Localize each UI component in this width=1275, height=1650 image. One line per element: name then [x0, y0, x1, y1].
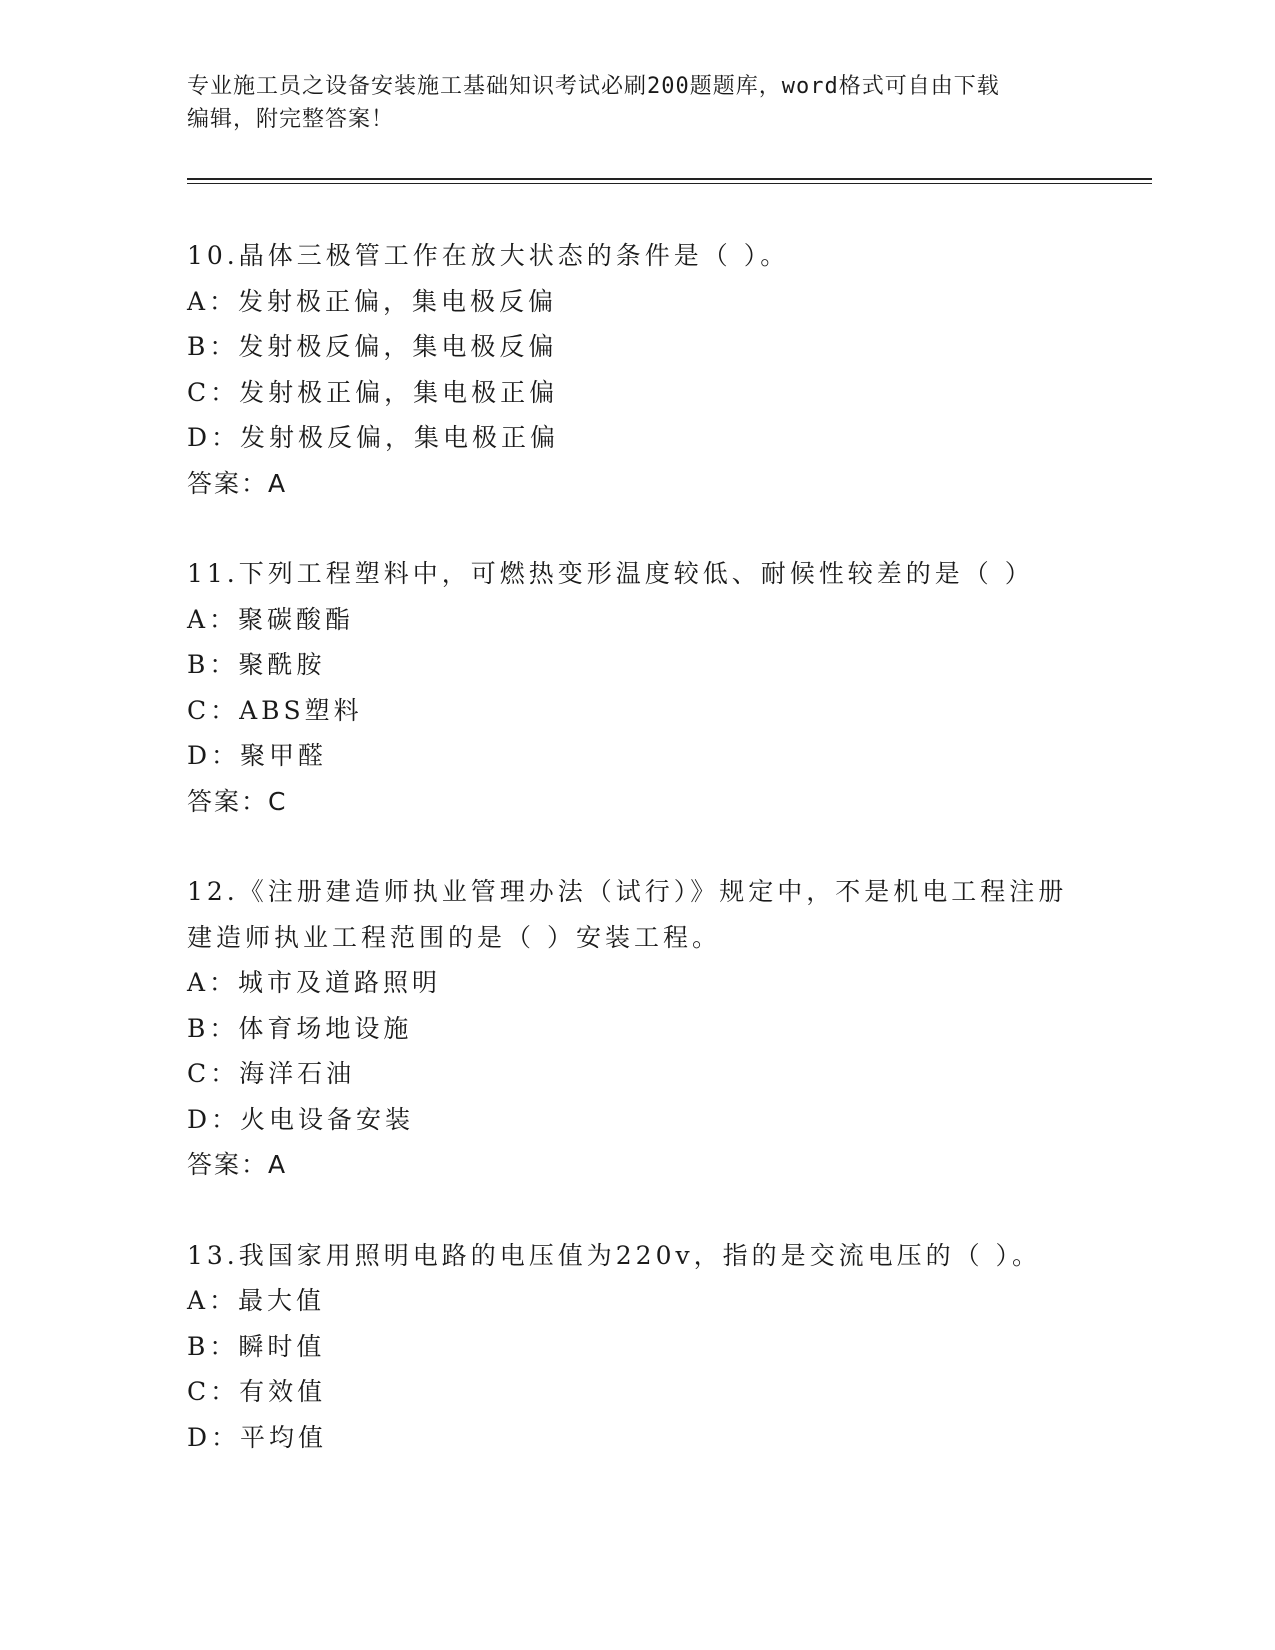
option-c: C：海洋石油 — [187, 1059, 356, 1088]
option-c: C：ABS塑料 — [187, 695, 363, 725]
header-divider-thick — [187, 178, 1152, 180]
question-stem: 12.《注册建造师执业管理办法（试行）》规定中，不是机电工程注册建造师执业工程范围的是（ ）安装工程。 — [187, 877, 1068, 952]
answer-text: 答案：C — [187, 786, 288, 816]
question-list — [187, 233, 1147, 1505]
header-divider-thin — [187, 183, 1152, 184]
option-b: B：聚酰胺 — [187, 650, 326, 679]
header-line-2: 编辑，附完整答案！ — [187, 107, 395, 132]
document-header — [187, 70, 1067, 136]
answer-text: 答案：A — [187, 1150, 288, 1179]
header-line-1: 专业施工员之设备安装施工基础知识考试必刷200题题库，word格式可自由下载 — [187, 74, 1000, 99]
option-a: A：最大值 — [187, 1286, 326, 1315]
option-a: A：发射极正偏，集电极反偏 — [187, 286, 558, 316]
option-d: D：火电设备安装 — [187, 1104, 415, 1134]
option-b: B：体育场地设施 — [187, 1013, 413, 1043]
answer-text: 答案：A — [187, 468, 288, 498]
question-stem: 10.晶体三极管工作在放大状态的条件是（ ）。 — [187, 241, 790, 270]
option-a: A：城市及道路照明 — [187, 968, 442, 997]
option-b: B：发射极反偏，集电极反偏 — [187, 332, 558, 361]
question-10 — [187, 233, 1147, 506]
question-12 — [187, 869, 1147, 1188]
option-c: C：有效值 — [187, 1377, 327, 1406]
question-13 — [187, 1233, 1147, 1461]
question-11 — [187, 551, 1147, 824]
option-b: B：瞬时值 — [187, 1331, 326, 1361]
option-d: D：聚甲醛 — [187, 741, 328, 770]
option-a: A：聚碳酸酯 — [187, 604, 355, 634]
option-c: C：发射极正偏，集电极正偏 — [187, 377, 559, 407]
question-stem: 13.我国家用照明电路的电压值为220v，指的是交流电压的（ ）。 — [187, 1240, 1042, 1270]
question-stem: 11.下列工程塑料中，可燃热变形温度较低、耐候性较差的是（ ） — [187, 559, 1034, 588]
option-d: D：平均值 — [187, 1422, 328, 1452]
option-d: D：发射极反偏，集电极正偏 — [187, 423, 560, 452]
